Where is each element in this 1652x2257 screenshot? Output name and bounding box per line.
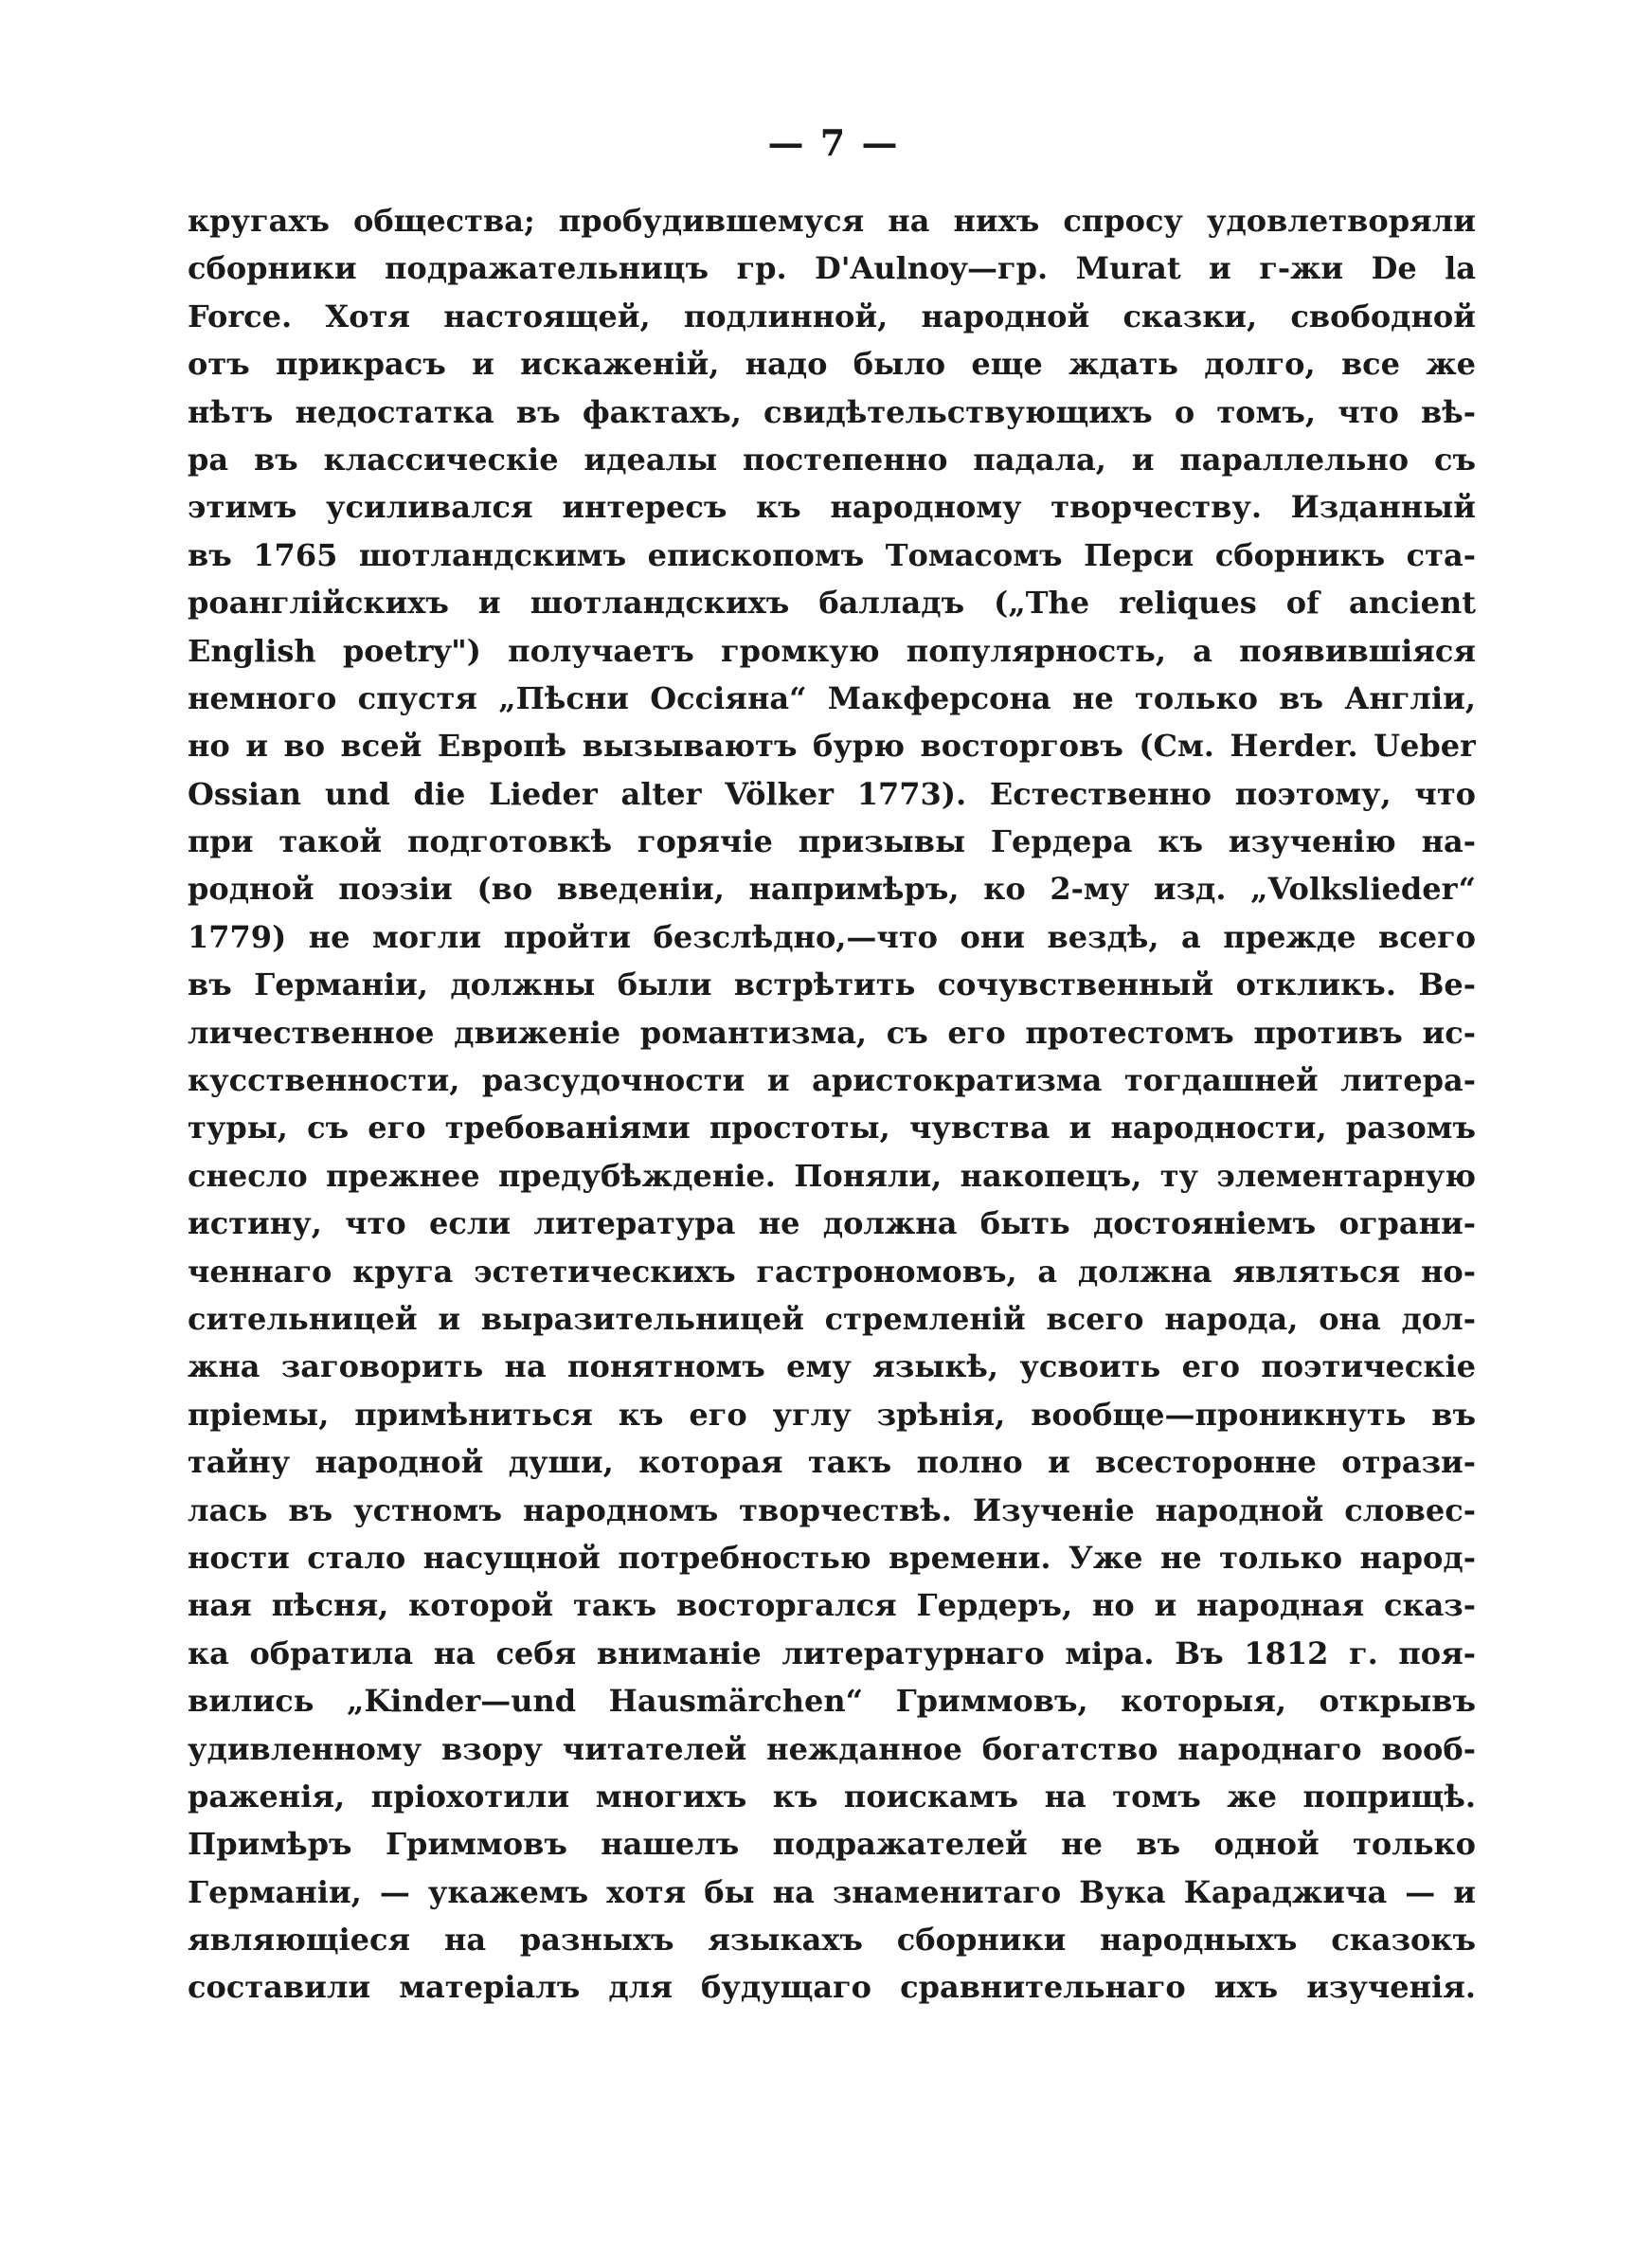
page-number: — 7 — — [767, 121, 900, 164]
text-line: составили матеріалъ для будущаго сравнительнаго ихъ изученія. — [188, 1969, 1476, 2006]
text-line: сительницей и выразительницей стремленій всего народа, она дол- — [188, 1300, 1476, 1337]
text-line: 1779) не могли пройти безслѣдно,—что они вездѣ, а прежде всего — [188, 918, 1476, 955]
text-line: при такой подготовкѣ горячіе призывы Гердера къ изученію на- — [188, 823, 1476, 860]
text-line: ченнаго круга эстетическихъ гастрономовъ, а должна являться но- — [188, 1253, 1476, 1290]
text-line: ра въ классическіе идеалы постепенно падала, и параллельно съ — [188, 441, 1476, 478]
text-line: нѣтъ недостатка въ фактахъ, свидѣтельствующихъ о томъ, что вѣ- — [188, 393, 1476, 430]
body-text — [188, 197, 1476, 2012]
text-line: пріемы, примѣниться къ его углу зрѣнія, вообще—проникнуть въ — [188, 1396, 1476, 1433]
text-line: ная пѣсня, которой такъ восторгался Гердеръ, но и народная сказ- — [188, 1587, 1476, 1624]
text-line: сборники подражательницъ гр. D'Aulnoy—гр. Murat и г-жи De la — [188, 250, 1476, 287]
text-line: личественное движеніе романтизма, съ его протестомъ противъ ис- — [188, 1014, 1476, 1051]
text-line: немного спустя „Пѣсни Оссіяна“ Макферсона не только въ Англіи, — [188, 679, 1476, 716]
text-line: родной поэзіи (во введеніи, напримѣръ, ко 2-му изд. „Volkslieder“ — [188, 871, 1476, 908]
text-line: лась въ устномъ народномъ творчествѣ. Изученіе народной словес- — [188, 1491, 1476, 1528]
text-line: снесло прежнее предубѣжденіе. Поняли, накопецъ, ту элементарную — [188, 1157, 1476, 1194]
text-line: удивленному взору читателей нежданное богатство народнаго вооб- — [188, 1730, 1476, 1767]
text-line: этимъ усиливался интересъ къ народному творчеству. Изданный — [188, 489, 1476, 526]
text-line: туры, съ его требованіями простоты, чувства и народности, разомъ — [188, 1110, 1476, 1147]
text-line: въ Германіи, должны были встрѣтить сочувственный откликъ. Ве- — [188, 966, 1476, 1003]
text-line: Ossian und die Lieder alter Völker 1773). Естественно поэтому, что — [188, 775, 1476, 812]
text-line: жна заговорить на понятномъ ему языкѣ, усвоить его поэтическіе — [188, 1348, 1476, 1385]
text-line: ности стало насущной потребностью времени. Уже не только народ- — [188, 1539, 1476, 1576]
text-line: являющіеся на разныхъ языкахъ сборники народныхъ сказокъ — [188, 1922, 1476, 1959]
text-line: Force. Хотя настоящей, подлинной, народной сказки, свободной — [188, 298, 1476, 334]
text-line: но и во всей Европѣ вызываютъ бурю восторговъ (См. Herder. Ueber — [188, 728, 1476, 765]
text-line: Примѣръ Гриммовъ нашелъ подражателей не въ одной только — [188, 1826, 1476, 1863]
text-line: отъ прикрасъ и искаженій, надо было еще ждать долго, все же — [188, 346, 1476, 383]
text-line: Германіи, — укажемъ хотя бы на знаменитаго Вука Караджича — и — [188, 1873, 1476, 1910]
text-line: истину, что если литература не должна быть достояніемъ ограни- — [188, 1205, 1476, 1242]
text-line: кругахъ общества; пробудившемуся на нихъ спросу удовлетворяли — [188, 203, 1476, 239]
text-line: въ 1765 шотландскимъ епископомъ Томасомъ Перси сборникъ ста- — [188, 536, 1476, 573]
text-line: English poetry") получаетъ громкую популярность, а появившіяся — [188, 632, 1476, 669]
text-line: роанглійскихъ и шотландскихъ балладъ („The reliques of ancient — [188, 585, 1476, 622]
text-line: ка обратила на себя вниманіе литературнаго міра. Въ 1812 г. поя- — [188, 1634, 1476, 1671]
text-line: кусственности, разсудочности и аристократизма тогдашней литера- — [188, 1062, 1476, 1099]
text-line: раженія, пріохотили многихъ къ поискамъ на томъ же поприщѣ. — [188, 1778, 1476, 1815]
text-line: тайну народной души, которая такъ полно и всесторонне отрази- — [188, 1444, 1476, 1481]
text-line: вились „Kinder—und Hausmärchen“ Гриммовъ, которыя, открывъ — [188, 1683, 1476, 1720]
